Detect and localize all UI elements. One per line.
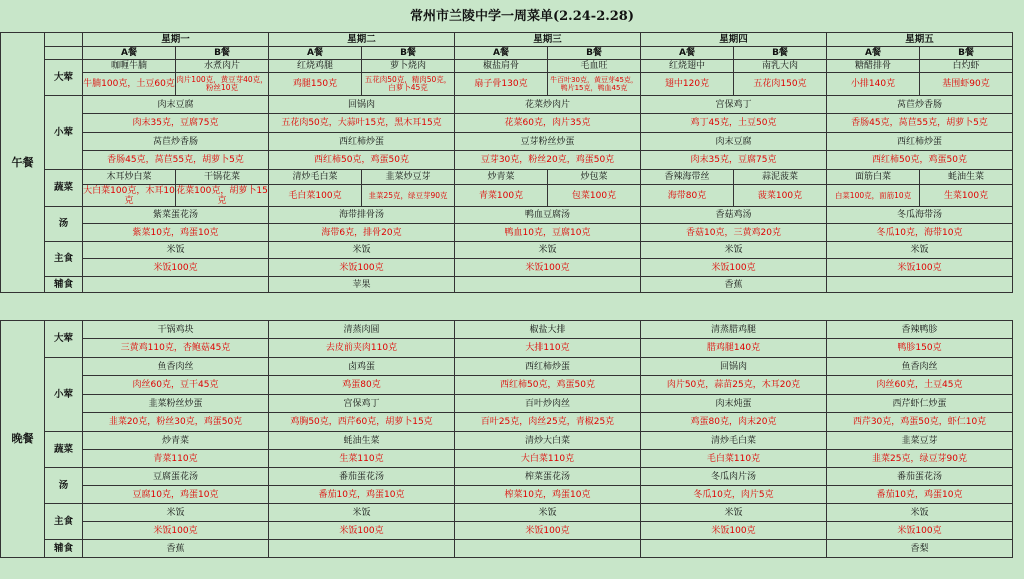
category-xiaohun: 小荤: [45, 96, 83, 170]
dish-quantity: 韭菜25克，绿豆芽90克: [362, 185, 455, 207]
corner-cell: [45, 47, 83, 60]
a-meal-header: A餐: [641, 47, 734, 60]
dish-quantity: 肉片100克，黄豆芽40克，粉丝10克: [176, 73, 269, 96]
dish-quantity: 五花肉50克，大蒜叶15克，黑木耳15克: [269, 114, 455, 133]
table-row: [1, 358, 1013, 376]
dish-quantity: 青菜100克: [455, 185, 548, 207]
dish-quantity: 鸭胗150克: [827, 339, 1013, 358]
dish-quantity: 肉片50克，蒜苗25克，木耳20克: [641, 376, 827, 395]
a-meal-header: A餐: [269, 47, 362, 60]
dish-name: 红烧翅中: [641, 60, 734, 73]
dish-quantity: 牛腩100克，土豆60克: [83, 73, 176, 96]
dish-name: 米饭: [641, 242, 827, 259]
side-item: [455, 540, 641, 558]
a-meal-header: A餐: [83, 47, 176, 60]
dish-quantity: 扇子骨130克: [455, 73, 548, 96]
dish-name: 香辣海带丝: [641, 170, 734, 185]
dish-name: 鱼香肉丝: [83, 358, 269, 376]
dish-name: 米饭: [269, 504, 455, 522]
dish-name: 番茄蛋花汤: [827, 468, 1013, 486]
dish-quantity: 米饭100克: [83, 259, 269, 277]
dish-name: 面筋白菜: [827, 170, 920, 185]
category-tang: 汤: [45, 207, 83, 242]
dish-name: 豆腐蛋花汤: [83, 468, 269, 486]
dish-name: 肉末豆腐: [83, 96, 269, 114]
dish-quantity: 毛白菜100克: [269, 185, 362, 207]
dish-quantity: 百叶25克，肉丝25克，青椒25克: [455, 413, 641, 432]
side-item: 香梨: [827, 540, 1013, 558]
dish-name: 肉末炖蛋: [641, 395, 827, 413]
table-row: [1, 170, 1013, 185]
category-fushi: 辅食: [45, 540, 83, 558]
dish-quantity: 毛白菜110克: [641, 450, 827, 468]
dish-name: 干锅鸡块: [83, 321, 269, 339]
dish-quantity: 生菜110克: [269, 450, 455, 468]
dish-quantity: 鸡腿150克: [269, 73, 362, 96]
dish-quantity: 米饭100克: [827, 522, 1013, 540]
dish-name: 糖醋排骨: [827, 60, 920, 73]
table-row: [1, 413, 1013, 432]
dish-name: 蚝油生菜: [920, 170, 1013, 185]
table-row: [1, 33, 1013, 47]
dish-name: 海带排骨汤: [269, 207, 455, 224]
b-meal-header: B餐: [548, 47, 641, 60]
dish-name: 米饭: [827, 242, 1013, 259]
dish-quantity: 鸡蛋80克，肉末20克: [641, 413, 827, 432]
dish-name: 清炒毛白菜: [269, 170, 362, 185]
table-row: [1, 73, 1013, 96]
side-item: 苹果: [269, 277, 455, 293]
dish-quantity: 米饭100克: [455, 522, 641, 540]
dish-name: 清炒大白菜: [455, 432, 641, 450]
dish-quantity: 白菜100克，面筋10克: [827, 185, 920, 207]
dish-name: 香菇鸡汤: [641, 207, 827, 224]
category-fushi: 辅食: [45, 277, 83, 293]
dish-quantity: 海带6克，排骨20克: [269, 224, 455, 242]
dish-quantity: 花菜60克，肉片35克: [455, 114, 641, 133]
dish-quantity: 肉丝60克，豆干45克: [83, 376, 269, 395]
category-zhushi: 主食: [45, 242, 83, 277]
table-row: [1, 504, 1013, 522]
dish-name: 西红柿炒蛋: [269, 133, 455, 151]
table-row: [1, 486, 1013, 504]
dish-quantity: 去皮前夹肉110克: [269, 339, 455, 358]
a-meal-header: A餐: [455, 47, 548, 60]
dish-quantity: 西芹30克，鸡蛋50克，虾仁10克: [827, 413, 1013, 432]
dish-name: 豆芽粉丝炒蛋: [455, 133, 641, 151]
category-zhushi: 主食: [45, 504, 83, 540]
side-item: 香蕉: [83, 540, 269, 558]
table-row: [1, 522, 1013, 540]
dish-quantity: 牛百叶30克，黄豆芽45克，鸭片15克，鸭血45克: [548, 73, 641, 96]
corner-cell: [45, 33, 83, 47]
category-dahun: 大荤: [45, 60, 83, 96]
dish-name: 清蒸肉圆: [269, 321, 455, 339]
category-shucai: 蔬菜: [45, 432, 83, 468]
dish-quantity: 小排140克: [827, 73, 920, 96]
table-row: [1, 321, 1013, 339]
dish-name: 蚝油生菜: [269, 432, 455, 450]
dish-quantity: 米饭100克: [827, 259, 1013, 277]
day-header: 星期三: [455, 33, 641, 47]
dish-name: 白灼虾: [920, 60, 1013, 73]
side-item: 香蕉: [641, 277, 827, 293]
dish-name: 冬瓜海带汤: [827, 207, 1013, 224]
table-row: [1, 185, 1013, 207]
dish-name: 炒包菜: [548, 170, 641, 185]
dish-quantity: 鸡胸50克，西芹60克，胡萝卜15克: [269, 413, 455, 432]
dish-name: 榨菜蛋花汤: [455, 468, 641, 486]
dish-quantity: 鸭血10克，豆腐10克: [455, 224, 641, 242]
dish-name: 椒盐大排: [455, 321, 641, 339]
dish-name: 韭菜粉丝炒蛋: [83, 395, 269, 413]
table-row: [1, 114, 1013, 133]
table-row: [1, 47, 1013, 60]
dish-quantity: 西红柿50克，鸡蛋50克: [827, 151, 1013, 170]
dish-quantity: 冬瓜10克，海带10克: [827, 224, 1013, 242]
b-meal-header: B餐: [920, 47, 1013, 60]
dish-name: 莴苣炒香肠: [827, 96, 1013, 114]
category-dahun: 大荤: [45, 321, 83, 358]
dish-name: 米饭: [641, 504, 827, 522]
table-row: [1, 376, 1013, 395]
dish-quantity: 肉末35克，豆腐75克: [641, 151, 827, 170]
dish-quantity: 生菜100克: [920, 185, 1013, 207]
dish-quantity: 菠菜100克: [734, 185, 827, 207]
dish-name: 莴苣炒香肠: [83, 133, 269, 151]
dish-name: 肉末豆腐: [641, 133, 827, 151]
table-row: [1, 259, 1013, 277]
dish-name: 米饭: [83, 242, 269, 259]
category-xiaohun: 小荤: [45, 358, 83, 432]
dish-name: 南乳大肉: [734, 60, 827, 73]
dish-name: 卤鸡蛋: [269, 358, 455, 376]
day-header: 星期一: [83, 33, 269, 47]
dish-name: 鱼香肉丝: [827, 358, 1013, 376]
dish-quantity: 腊鸡腿140克: [641, 339, 827, 358]
dish-name: 花菜炒肉片: [455, 96, 641, 114]
dish-name: 红烧鸡腿: [269, 60, 362, 73]
dish-name: 米饭: [827, 504, 1013, 522]
dish-quantity: 番茄10克，鸡蛋10克: [269, 486, 455, 504]
dish-quantity: 五花肉50克，精肉50克，白萝卜45克: [362, 73, 455, 96]
dish-name: 米饭: [455, 242, 641, 259]
b-meal-header: B餐: [734, 47, 827, 60]
dish-quantity: 香肠45克，莴苣55克，胡萝卜5克: [83, 151, 269, 170]
table-row: [1, 96, 1013, 114]
a-meal-header: A餐: [827, 47, 920, 60]
dish-name: 炒青菜: [455, 170, 548, 185]
dish-quantity: 海带80克: [641, 185, 734, 207]
section-gap: [0, 307, 1024, 320]
dish-quantity: 紫菜10克，鸡蛋10克: [83, 224, 269, 242]
dish-quantity: 米饭100克: [83, 522, 269, 540]
dish-quantity: 基围虾90克: [920, 73, 1013, 96]
table-row: [1, 540, 1013, 558]
dish-quantity: 西红柿50克，鸡蛋50克: [455, 376, 641, 395]
dish-name: 西芹虾仁炒蛋: [827, 395, 1013, 413]
category-tang: 汤: [45, 468, 83, 504]
dish-name: 韭菜豆芽: [827, 432, 1013, 450]
dish-name: 韭菜炒豆芽: [362, 170, 455, 185]
dish-name: 西红柿炒蛋: [827, 133, 1013, 151]
b-meal-header: B餐: [362, 47, 455, 60]
dish-quantity: 米饭100克: [641, 522, 827, 540]
dish-quantity: 鸡蛋80克: [269, 376, 455, 395]
dish-quantity: 大白菜100克，木耳10克: [83, 185, 175, 206]
dish-quantity: 豆芽30克，粉丝20克，鸡蛋50克: [455, 151, 641, 170]
side-item: [827, 277, 1013, 293]
dish-name: 米饭: [455, 504, 641, 522]
dish-quantity: 包菜100克: [548, 185, 641, 207]
lunch-table: [0, 32, 1013, 293]
dish-name: 米饭: [269, 242, 455, 259]
day-header: 星期四: [641, 33, 827, 47]
dish-name: 炒青菜: [83, 432, 269, 450]
dish-name: 木耳炒白菜: [83, 170, 176, 185]
dish-quantity: 大排110克: [455, 339, 641, 358]
table-row: [1, 224, 1013, 242]
day-header: 星期二: [269, 33, 455, 47]
dish-quantity: 韭菜25克，绿豆芽90克: [827, 450, 1013, 468]
dish-quantity: 米饭100克: [641, 259, 827, 277]
dish-quantity: 花菜100克，胡萝卜15克: [176, 185, 268, 206]
dish-name: 紫菜蛋花汤: [83, 207, 269, 224]
table-row: [1, 395, 1013, 413]
dish-name: 萝卜烧肉: [362, 60, 455, 73]
dish-quantity: 西红柿50克，鸡蛋50克: [269, 151, 455, 170]
dish-quantity: 青菜110克: [83, 450, 269, 468]
dish-quantity: 豆腐10克，鸡蛋10克: [83, 486, 269, 504]
table-row: [1, 242, 1013, 259]
dish-quantity: 冬瓜10克，肉片5克: [641, 486, 827, 504]
dish-name: 椒盐肩骨: [455, 60, 548, 73]
dish-quantity: 五花肉150克: [734, 73, 827, 96]
dish-name: 清炒毛白菜: [641, 432, 827, 450]
side-item: [269, 540, 455, 558]
table-row: [1, 432, 1013, 450]
dish-quantity: 米饭100克: [455, 259, 641, 277]
dish-name: 番茄蛋花汤: [269, 468, 455, 486]
dish-name: 清蒸腊鸡腿: [641, 321, 827, 339]
dish-quantity: 番茄10克，鸡蛋10克: [827, 486, 1013, 504]
dish-quantity: 香肠45克，莴苣55克，胡萝卜5克: [827, 114, 1013, 133]
dish-quantity: 榨菜10克，鸡蛋10克: [455, 486, 641, 504]
dish-quantity: 香菇10克，三黄鸡20克: [641, 224, 827, 242]
dish-name: 米饭: [83, 504, 269, 522]
dish-quantity: 三黄鸡110克，杏鲍菇45克: [83, 339, 269, 358]
dish-name: 水煮肉片: [176, 60, 269, 73]
dish-quantity: 米饭100克: [269, 259, 455, 277]
table-row: [1, 277, 1013, 293]
dish-name: 西红柿炒蛋: [455, 358, 641, 376]
dish-quantity: 韭菜20克，粉丝30克，鸡蛋50克: [83, 413, 269, 432]
table-row: [1, 450, 1013, 468]
dish-name: 冬瓜肉片汤: [641, 468, 827, 486]
dish-name: 干锅花菜: [176, 170, 269, 185]
side-item: [641, 540, 827, 558]
dinner-table: [0, 320, 1013, 558]
dish-quantity: 大白菜110克: [455, 450, 641, 468]
day-header: 星期五: [827, 33, 1013, 47]
dish-name: 毛血旺: [548, 60, 641, 73]
dish-name: 蒜泥菠菜: [734, 170, 827, 185]
dish-name: 香辣鸭胗: [827, 321, 1013, 339]
dinner-label: 晚餐: [1, 321, 45, 558]
table-row: [1, 468, 1013, 486]
dish-quantity: 肉末35克，豆腐75克: [83, 114, 269, 133]
dish-name: 鸭血豆腐汤: [455, 207, 641, 224]
side-item: [455, 277, 641, 293]
dish-quantity: 米饭100克: [269, 522, 455, 540]
dish-name: 百叶炒肉丝: [455, 395, 641, 413]
menu-title: 常州市兰陵中学一周菜单(2.24-2.28): [409, 9, 635, 24]
dish-name: 回锅肉: [641, 358, 827, 376]
lunch-label: 午餐: [1, 33, 45, 293]
dish-name: 宫保鸡丁: [641, 96, 827, 114]
dish-quantity: 肉丝60克，土豆45克: [827, 376, 1013, 395]
category-shucai: 蔬菜: [45, 170, 83, 207]
table-row: [1, 151, 1013, 170]
dish-quantity: 翅中120克: [641, 73, 734, 96]
table-row: [1, 60, 1013, 73]
side-item: [83, 277, 269, 293]
dish-name: 咖喱牛腩: [83, 60, 176, 73]
table-row: [1, 207, 1013, 224]
b-meal-header: B餐: [176, 47, 269, 60]
table-row: [1, 339, 1013, 358]
dish-name: 回锅肉: [269, 96, 455, 114]
table-row: [1, 133, 1013, 151]
dish-quantity: 鸡丁45克，土豆50克: [641, 114, 827, 133]
dish-name: 宫保鸡丁: [269, 395, 455, 413]
